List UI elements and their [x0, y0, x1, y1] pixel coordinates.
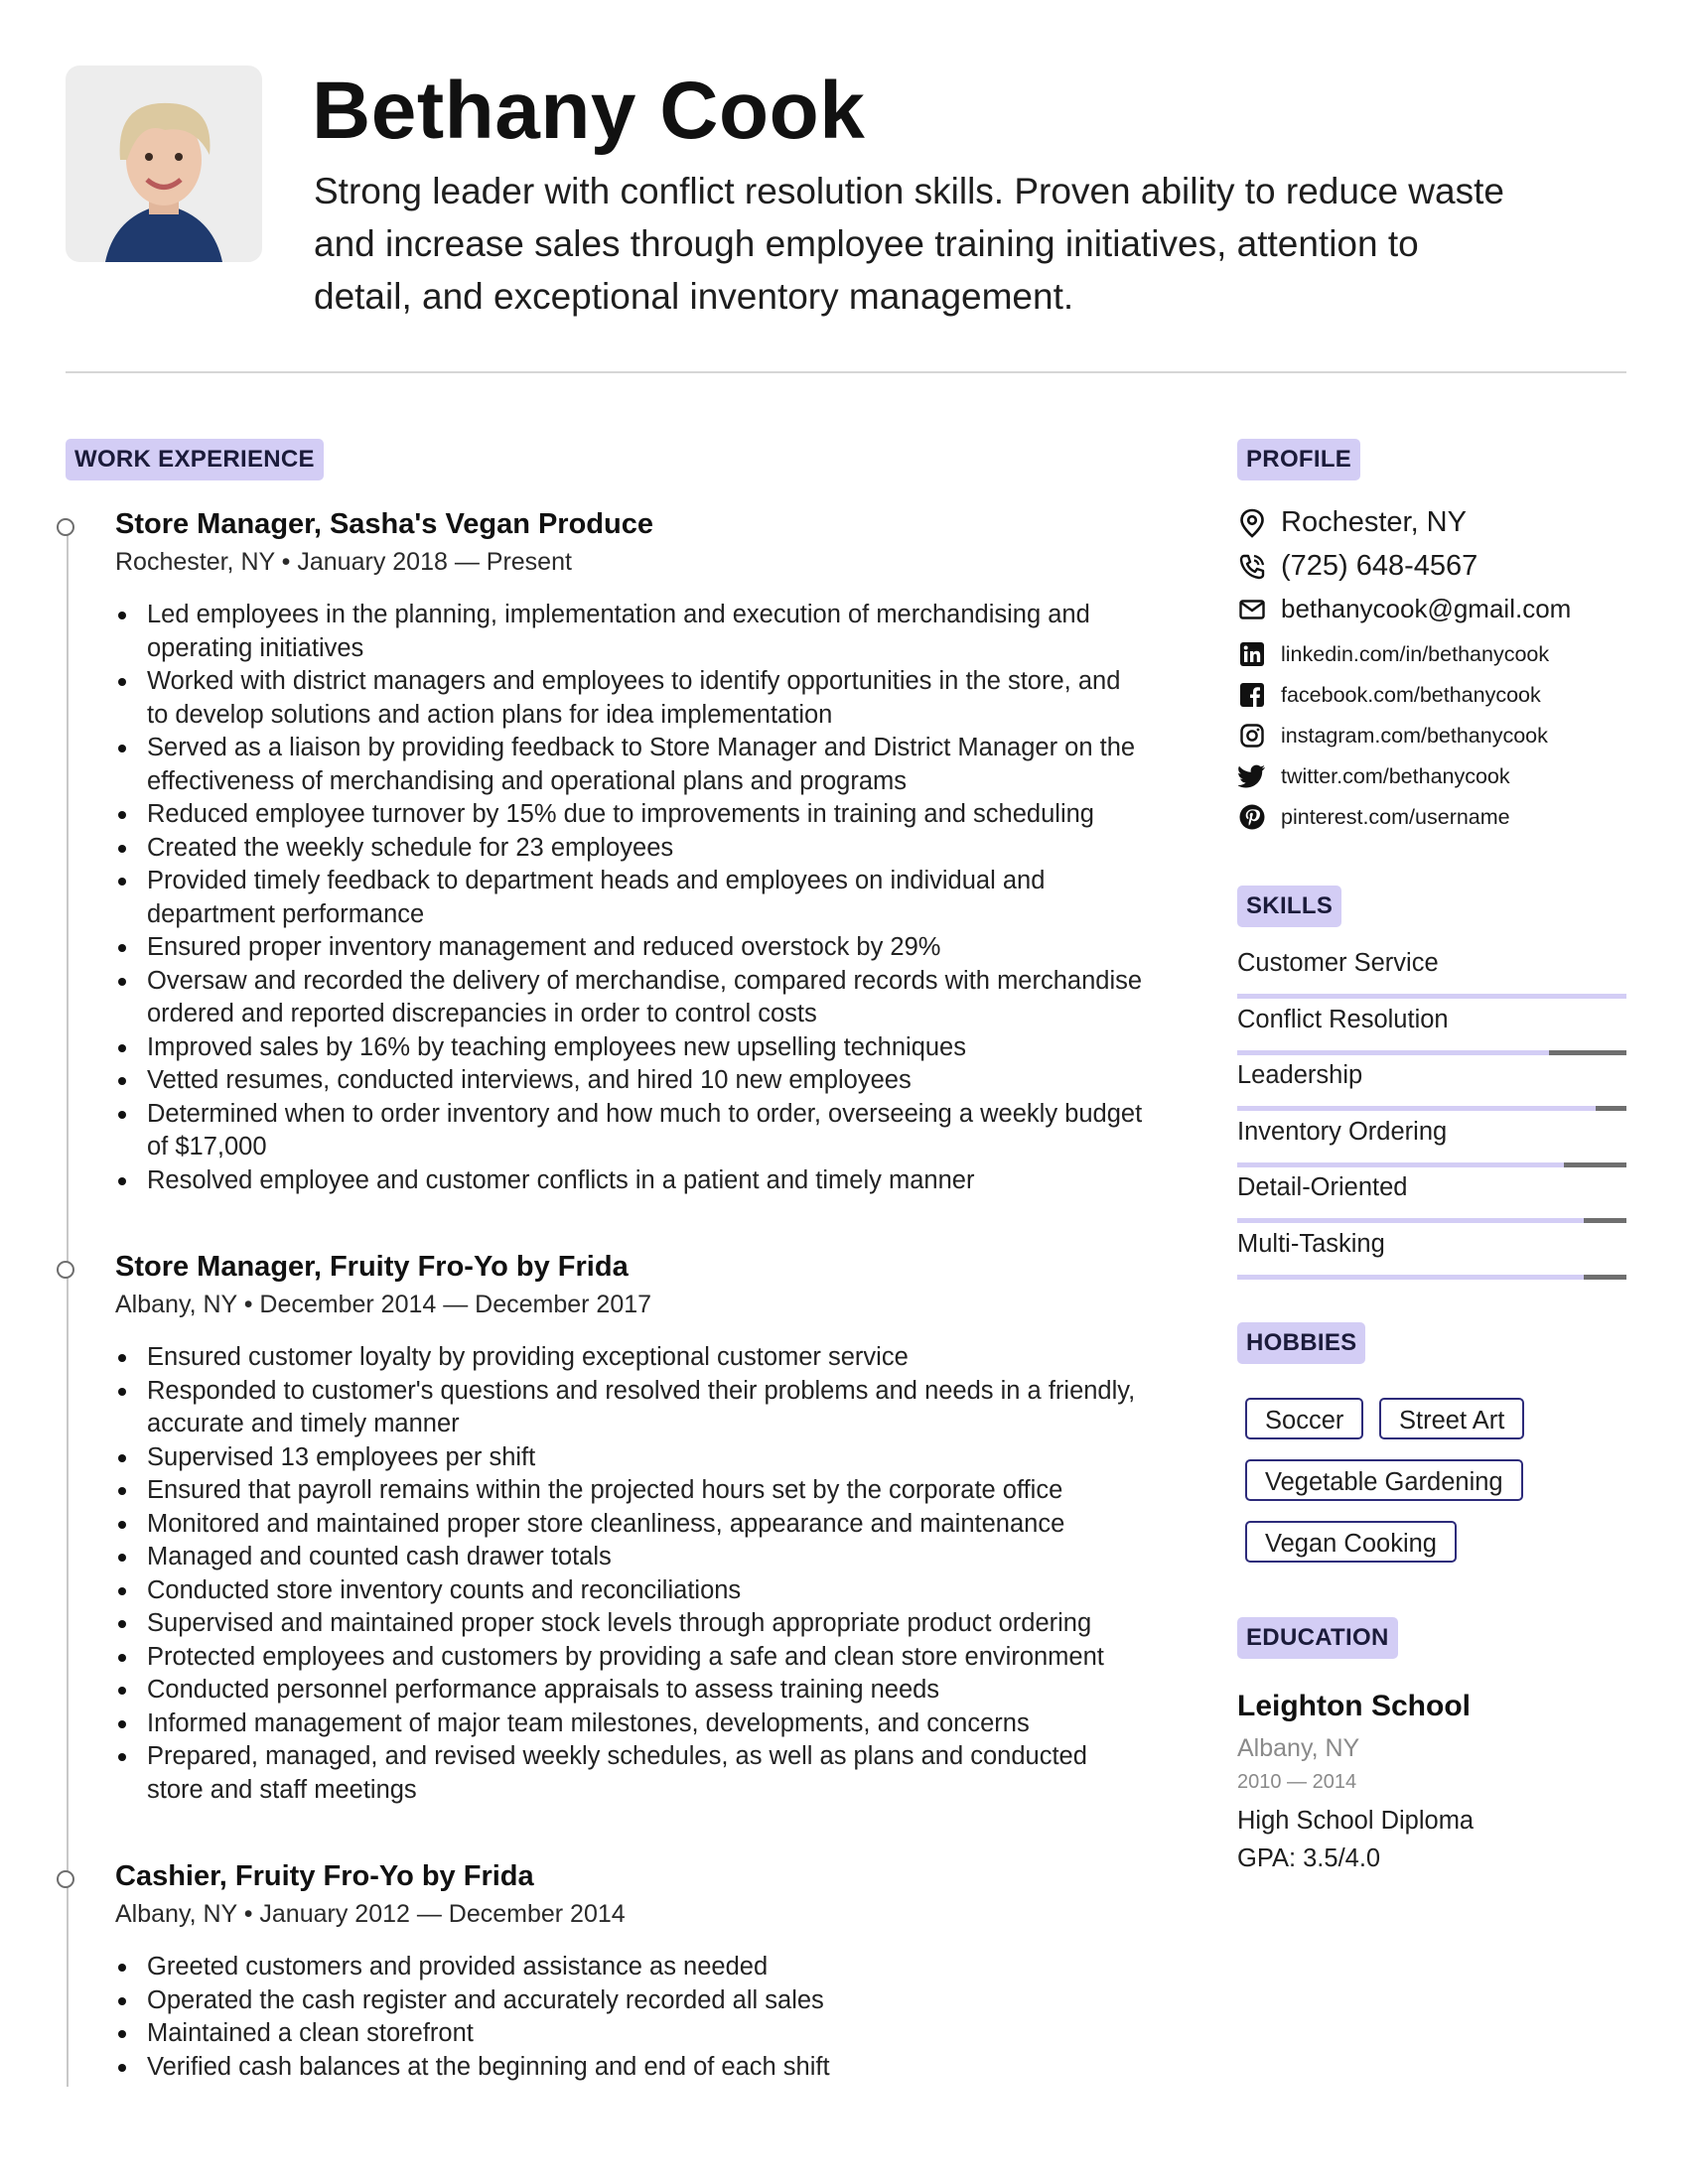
summary-text: Strong leader with conflict resolution skills. Proven ability to reduce waste and increase sales through employee training initiatives, attention to detail, and exceptional inventory management. [314, 171, 1504, 317]
list-item: Resolved employee and customer conflicts in a patient and timely manner [115, 1164, 1148, 1198]
list-item: Oversaw and recorded the delivery of merchandise, compared records with merchandise ordered and reported discrepancies in order to control costs [115, 965, 1148, 1031]
hobbies-heading: HOBBIES [1237, 1322, 1365, 1364]
timeline-line [67, 528, 69, 2087]
location-pin-icon [1237, 508, 1267, 538]
job-bullets [115, 599, 1148, 1197]
list-item: Reduced employee turnover by 15% due to improvements in training and scheduling [115, 798, 1148, 832]
skill-level-bar [1237, 994, 1626, 999]
skill-item [1237, 1173, 1626, 1202]
list-item: Verified cash balances at the beginning and end of each shift [115, 2051, 1148, 2085]
job-meta: Rochester, NY • January 2018 — Present [115, 548, 572, 576]
skill-level-bar [1237, 1218, 1626, 1223]
contact-linkedin [1237, 639, 1549, 669]
phone-link[interactable]: (725) 648-4567 [1281, 550, 1478, 582]
education-heading: EDUCATION [1237, 1617, 1398, 1659]
list-item: Served as a liaison by providing feedback to Store Manager and District Manager on the effectiveness of merchandising and operational plans and programs [115, 732, 1148, 798]
school-location: Albany, NY [1237, 1734, 1360, 1762]
contact-twitter [1237, 761, 1510, 791]
hobby-tag: Soccer [1245, 1398, 1363, 1439]
list-item: Informed management of major team milestones, developments, and concerns [115, 1707, 1148, 1741]
list-item: Led employees in the planning, implementation and execution of merchandising and operating initiatives [115, 599, 1148, 665]
list-item: Supervised 13 employees per shift [115, 1441, 1148, 1475]
list-item: Monitored and maintained proper store cleanliness, appearance and maintenance [115, 1508, 1148, 1542]
job-bullets [115, 1341, 1148, 1807]
location-text: Rochester, NY [1281, 506, 1467, 538]
timeline-dot [57, 1870, 74, 1888]
job-bullets [115, 1951, 1148, 2084]
candidate-name: Bethany Cook [312, 66, 866, 156]
skill-label: Leadership [1237, 1061, 1363, 1089]
list-item: Operated the cash register and accurately recorded all sales [115, 1984, 1148, 2018]
list-item: Ensured proper inventory management and reduced overstock by 29% [115, 931, 1148, 965]
list-item: Managed and counted cash drawer totals [115, 1541, 1148, 1574]
linkedin-link[interactable]: linkedin.com/in/bethanycook [1281, 641, 1550, 666]
job-meta: Albany, NY • January 2012 — December 2014 [115, 1900, 626, 1928]
list-item: Created the weekly schedule for 23 employees [115, 832, 1148, 866]
skill-item [1237, 949, 1626, 978]
skill-item [1237, 1006, 1626, 1034]
list-item: Worked with district managers and employees to identify opportunities in the store, and to develop solutions and action plans for idea implementation [115, 665, 1148, 732]
list-item: Improved sales by 16% by teaching employees new upselling techniques [115, 1031, 1148, 1065]
job-meta: Albany, NY • December 2014 — December 2017 [115, 1291, 652, 1318]
skill-level-remainder [1584, 1275, 1626, 1280]
skill-label: Conflict Resolution [1237, 1005, 1449, 1033]
list-item: Protected employees and customers by providing a safe and clean store environment [115, 1641, 1148, 1675]
contact-location [1237, 506, 1467, 539]
skill-level-bar [1237, 1275, 1626, 1280]
twitter-icon [1237, 761, 1267, 791]
profile-heading: PROFILE [1237, 439, 1360, 480]
list-item: Determined when to order inventory and how much to order, overseeing a weekly budget of $17,000 [115, 1098, 1148, 1164]
list-item: Prepared, managed, and revised weekly schedules, as well as plans and conducted store and staff meetings [115, 1740, 1148, 1807]
pinterest-link[interactable]: pinterest.com/username [1281, 804, 1510, 829]
skills-heading: SKILLS [1237, 886, 1341, 927]
skill-level-bar [1237, 1050, 1626, 1055]
timeline-dot [57, 1261, 74, 1279]
skill-label: Detail-Oriented [1237, 1173, 1408, 1201]
contact-instagram [1237, 721, 1548, 751]
hobby-tag: Street Art [1379, 1398, 1524, 1439]
instagram-link[interactable]: instagram.com/bethanycook [1281, 723, 1548, 748]
linkedin-icon [1237, 639, 1267, 669]
contact-email [1237, 594, 1571, 624]
contact-phone [1237, 550, 1477, 583]
hobby-tag: Vegan Cooking [1245, 1521, 1457, 1563]
list-item: Conducted personnel performance appraisals to assess training needs [115, 1674, 1148, 1707]
hobby-tag: Vegetable Gardening [1245, 1459, 1523, 1501]
list-item: Ensured that payroll remains within the projected hours set by the corporate office [115, 1474, 1148, 1508]
school-name: Leighton School [1237, 1690, 1471, 1722]
skill-level-remainder [1564, 1162, 1626, 1167]
list-item: Greeted customers and provided assistance as needed [115, 1951, 1148, 1984]
skill-item [1237, 1061, 1626, 1090]
profile-photo [66, 66, 262, 262]
skill-label: Customer Service [1237, 949, 1439, 977]
skill-level-remainder [1584, 1218, 1626, 1223]
job-title: Cashier, Fruity Fro-Yo by Frida [115, 1860, 534, 1892]
skill-label: Inventory Ordering [1237, 1117, 1448, 1146]
skill-level-bar [1237, 1106, 1626, 1111]
list-item: Supervised and maintained proper stock levels through appropriate product ordering [115, 1607, 1148, 1641]
header-divider [66, 371, 1626, 373]
list-item: Conducted store inventory counts and reconciliations [115, 1574, 1148, 1608]
work-experience-heading: WORK EXPERIENCE [66, 439, 324, 480]
degree: High School Diploma [1237, 1807, 1475, 1835]
contact-pinterest [1237, 802, 1510, 832]
gpa: GPA: 3.5/4.0 [1237, 1844, 1381, 1872]
skill-item [1237, 1230, 1626, 1259]
list-item: Maintained a clean storefront [115, 2017, 1148, 2051]
skill-level-bar [1237, 1162, 1626, 1167]
skill-item [1237, 1118, 1626, 1147]
skill-level-remainder [1549, 1050, 1626, 1055]
list-item: Vetted resumes, conducted interviews, and hired 10 new employees [115, 1064, 1148, 1098]
facebook-link[interactable]: facebook.com/bethanycook [1281, 682, 1541, 707]
phone-icon [1237, 552, 1267, 582]
email-link[interactable]: bethanycook@gmail.com [1281, 594, 1572, 623]
list-item: Ensured customer loyalty by providing exceptional customer service [115, 1341, 1148, 1375]
pinterest-icon [1237, 802, 1267, 832]
instagram-icon [1237, 721, 1267, 751]
list-item: Responded to customer's questions and resolved their problems and needs in a friendly, accurate and timely manner [115, 1375, 1148, 1441]
facebook-icon [1237, 680, 1267, 710]
school-years: 2010 — 2014 [1237, 1771, 1357, 1793]
job-title: Store Manager, Fruity Fro-Yo by Frida [115, 1251, 629, 1283]
job-title: Store Manager, Sasha's Vegan Produce [115, 508, 653, 540]
timeline-dot [57, 518, 74, 536]
twitter-link[interactable]: twitter.com/bethanycook [1281, 763, 1510, 788]
list-item: Provided timely feedback to department heads and employees on individual and department performance [115, 865, 1148, 931]
contact-facebook [1237, 680, 1541, 710]
envelope-icon [1237, 595, 1267, 624]
skill-label: Multi-Tasking [1237, 1229, 1385, 1258]
skill-level-remainder [1596, 1106, 1626, 1111]
